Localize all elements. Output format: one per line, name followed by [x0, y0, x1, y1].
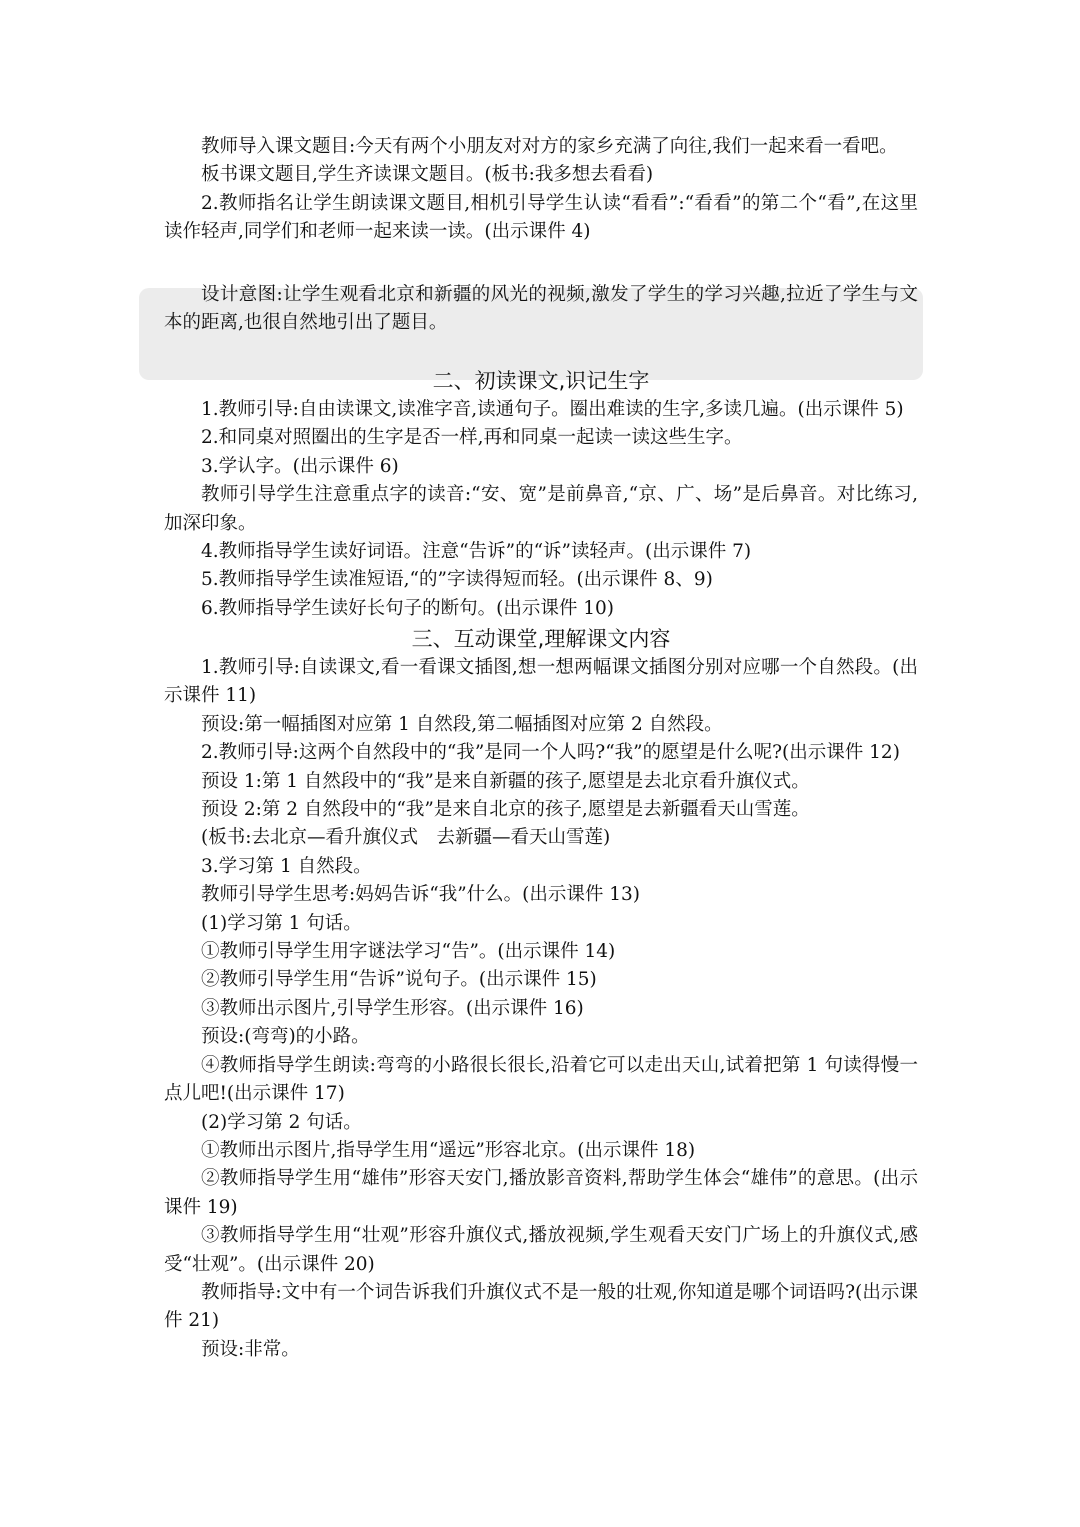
section-2-paragraph: 5.教师指导学生读准短语,“的”字读得短而轻。(出示课件 8、9)	[201, 569, 713, 591]
section-2	[164, 367, 918, 623]
section-3-paragraph: 预设:第一幅插图对应第 1 自然段,第二幅插图对应第 2 自然段。	[201, 713, 723, 735]
section-3-paragraph: ①教师引导学生用字谜法学习“告”。(出示课件 14)	[201, 941, 616, 963]
section-2-paragraph: 教师引导学生注意重点字的读音:“安、宽”是前鼻音,“京、广、场”是后鼻音。对比练习,加深印象。	[164, 484, 918, 534]
section-3-heading: 三、互动课堂,理解课文内容	[411, 627, 671, 651]
intro-section	[164, 133, 918, 247]
intro-paragraph-3: 2.教师指名让学生朗读课文题目,相机引导学生认读“看看”:“看看”的第二个“看”,在这里读作轻声,同学们和老师一起来读一读。(出示课件 4)	[164, 192, 918, 243]
section-3-paragraph: 教师引导学生思考:妈妈告诉“我”什么。(出示课件 13)	[201, 884, 641, 906]
section-3-paragraph: ②教师指导学生用“雄伟”形容天安门,播放影音资料,帮助学生体会“雄伟”的意思。(出示课件 19)	[164, 1168, 918, 1218]
section-2-paragraph: 3.学认字。(出示课件 6)	[201, 455, 399, 477]
section-2-heading: 二、初读课文,识记生字	[432, 369, 650, 393]
section-3-paragraph: ②教师引导学生用“告诉”说句子。(出示课件 15)	[201, 969, 597, 991]
section-2-paragraph: 6.教师指导学生读好长句子的断句。(出示课件 10)	[201, 597, 615, 619]
section-3-paragraph: 2.教师引导:这两个自然段中的“我”是同一个人吗?“我”的愿望是什么呢?(出示课件 12)	[201, 742, 900, 764]
section-3-paragraph: ①教师出示图片,指导学生用“遥远”形容北京。(出示课件 18)	[201, 1139, 696, 1161]
section-3-paragraph: 3.学习第 1 自然段。	[201, 855, 372, 877]
section-3-paragraph: 预设 2:第 2 自然段中的“我”是来自北京的孩子,愿望是去新疆看天山雪莲。	[201, 799, 810, 821]
section-3-paragraph: ④教师指导学生朗读:弯弯的小路很长很长,沿着它可以走出天山,试着把第 1 句读得慢一点儿吧!(出示课件 17)	[164, 1054, 918, 1105]
design-intent-text: 设计意图:让学生观看北京和新疆的风光的视频,激发了学生的学习兴趣,拉近了学生与文本的距离,也很自然地引出了题目。	[164, 284, 918, 334]
intro-paragraph-1: 教师导入课文题目:今天有两个小朋友对对方的家乡充满了向往,我们一起来看一看吧。	[201, 136, 898, 157]
section-2-paragraph: 1.教师引导:自由读课文,读准字音,读通句子。圈出难读的生字,多读几遍。(出示课件 5)	[201, 399, 904, 420]
section-3-paragraph: 教师指导:文中有一个词告诉我们升旗仪式不是一般的壮观,你知道是哪个词语吗?(出示课件 21)	[164, 1281, 918, 1332]
intro-paragraph-2: 板书课文题目,学生齐读课文题目。(板书:我多想去看看)	[201, 164, 654, 186]
section-3-paragraph: ③教师出示图片,引导学生形容。(出示课件 16)	[201, 997, 584, 1019]
section-3-paragraph: 预设:(弯弯)的小路。	[201, 1026, 370, 1048]
section-3-paragraph: 预设 1:第 1 自然段中的“我”是来自新疆的孩子,愿望是去北京看升旗仪式。	[201, 770, 810, 792]
design-intent-section	[164, 281, 918, 338]
section-3-paragraph: (板书:去北京—看升旗仪式 去新疆—看天山雪莲)	[201, 827, 611, 849]
section-3-paragraph: (2)学习第 2 句话。	[201, 1111, 362, 1133]
section-3-paragraph: (1)学习第 1 句话。	[201, 912, 362, 934]
section-2-paragraph: 4.教师指导学生读好词语。注意“告诉”的“诉”读轻声。(出示课件 7)	[201, 541, 752, 563]
section-3-paragraph: 1.教师引导:自读课文,看一看课文插图,想一想两幅课文插图分别对应哪一个自然段。(出示课件 11)	[164, 657, 918, 707]
section-3	[164, 625, 918, 1364]
section-3-paragraph: 预设:非常。	[201, 1338, 300, 1360]
section-3-paragraph: ③教师指导学生用“壮观”形容升旗仪式,播放视频,学生观看天安门广场上的升旗仪式,感受“壮观”。(出示课件 20)	[164, 1225, 918, 1275]
section-2-paragraph: 2.和同桌对照圈出的生字是否一样,再和同桌一起读一读这些生字。	[201, 427, 743, 449]
